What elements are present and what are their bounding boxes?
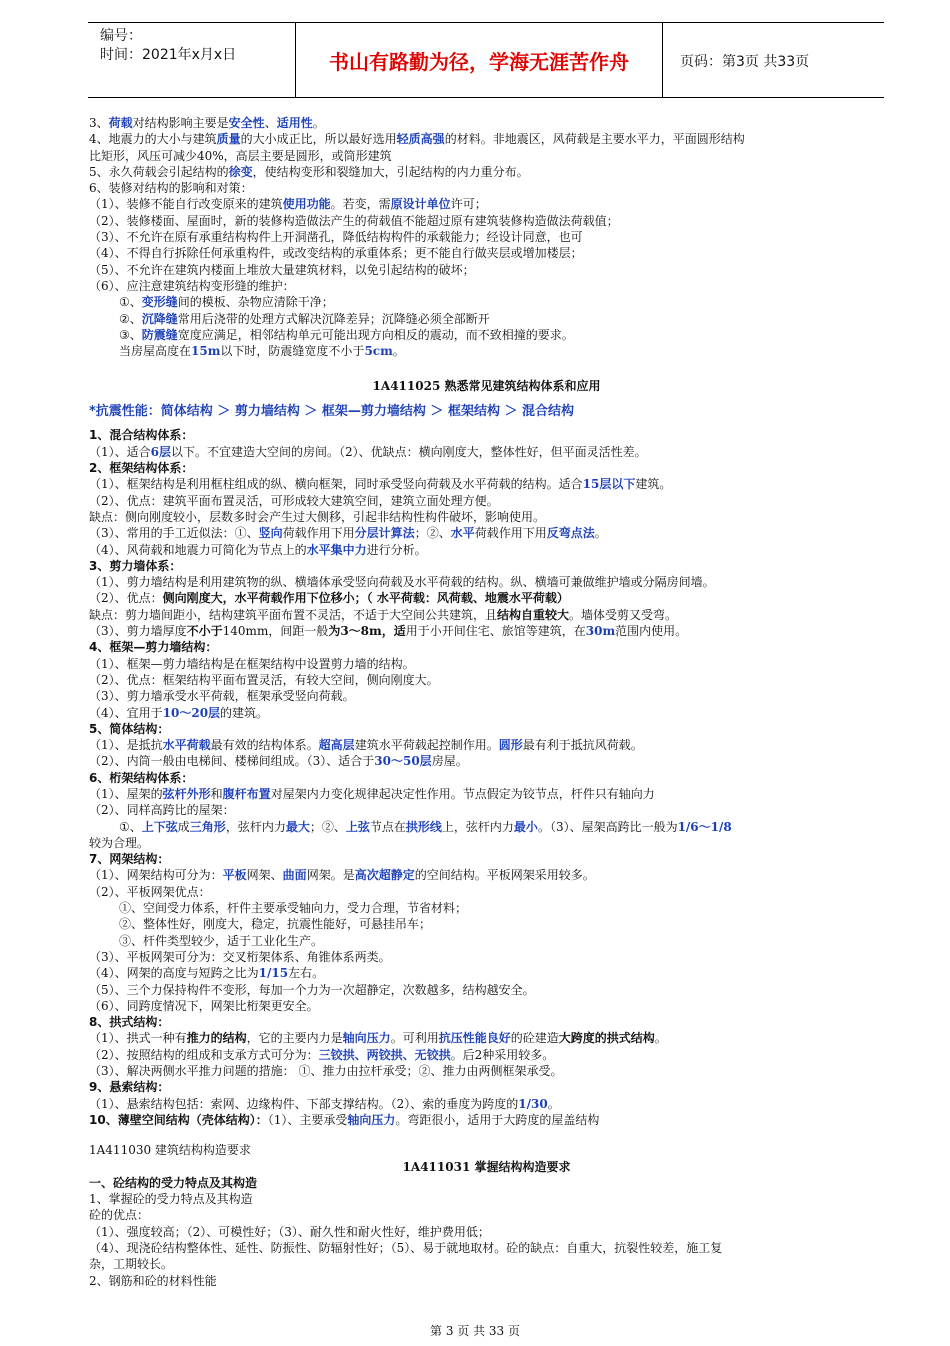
paragraph: 6、装修对结构的影响和对策： [89,181,253,196]
paragraph: （1）、是抵抗水平荷载最有效的结构体系。超高层建筑水平荷载起控制作用。圆形最有利于抵抗风荷载。 [89,738,643,753]
paragraph: （1）、拱式一种有推力的结构，它的主要内力是轴向压力。可利用抗压性能良好的砼建造大跨度的拱式结构。 [89,1031,667,1046]
seismic-ranking: *抗震性能：简体结构 ＞ 剪力墙结构 ＞ 框架—剪力墙结构 ＞ 框架结构 ＞ 混合结构 [89,404,575,420]
paragraph: （1）、悬索结构包括：索网、边缘构件、下部支撑结构。（2）、索的垂度为跨度的1/30。 [89,1096,560,1111]
paragraph: ①、上下弦成三角形，弦杆内力最大；②、上弦节点在拱形线上，弦杆内力最小。（3）、屋架高跨比一般为1/6～1/8 [119,819,732,834]
paragraph: 3、荷载对结构影响主要是安全性、适用性。 [89,116,325,130]
paragraph: （2）、同样高跨比的屋架： [89,803,235,818]
paragraph: 比矩形，风压可减少40%，高层主要是圆形，或筒形建筑 [89,148,392,163]
paragraph: （1）、框架结构是利用框柱组成的纵、横向框架，同时承受竖向荷载及水平荷载的结构。适合15层以下建筑。 [89,477,672,492]
time-label: 时间：2021年x月x日 [100,47,237,63]
paragraph: （3）、不允许在原有承重结构构件上开洞凿孔，降低结构构件的承载能力；经设计同意，也可 [89,230,583,245]
page-footer: 第 3 页 共 33 页 [430,1324,520,1338]
paragraph: （3）、解决两侧水平推力问题的措施： ①、推力由拉杆承受；②、推力由两侧框架承受。 [89,1064,563,1079]
code-label: 编号： [100,28,142,44]
paragraph: （2）、优点：框架结构平面布置灵活，有较大空间，侧向刚度大。 [89,672,439,687]
paragraph: 当房屋高度在15m以下时，防震缝宽度不小于5cm。 [119,344,405,359]
paragraph: （1）、网架结构可分为：平板网架、曲面网架。是高次超静定的空间结构。平板网架采用较多。 [89,868,595,883]
section-heading: 6、桁架结构体系： [89,770,194,785]
section-title: 1A411031 掌握结构构造要求 [402,1159,571,1174]
paragraph: （2）、优点：建筑平面布置灵活，可形成较大建筑空间，建筑立面处理方便。 [89,493,499,508]
header-page-label: 页码：第3页 共33页 [680,54,810,70]
section-heading: 1、混合结构体系： [89,428,194,443]
header-meta [100,27,236,65]
paragraph: 砼的优点： [89,1208,150,1223]
paragraph: （1）、框架—剪力墙结构是在框架结构中设置剪力墙的结构。 [89,656,415,671]
paragraph: ①、变形缝间的模板、杂物应清除干净； [119,295,334,310]
paragraph: （1）、剪力墙结构是利用建筑物的纵、横墙体承受竖向荷载及水平荷载的结构。纵、横墙可兼做维护墙或分隔房间墙。 [89,575,715,590]
paragraph: 杂，工期较长。 [89,1257,174,1272]
paragraph: （3）、剪力墙承受水平荷载，框架承受竖向荷载。 [89,689,355,704]
paragraph: 缺点：剪力墙间距小，结构建筑平面布置不灵活，不适于大空间公共建筑，且结构自重较大。墙体受剪又受弯。 [89,607,678,622]
section-heading: 9、悬索结构： [89,1080,170,1095]
paragraph: （2）、装修楼面、屋面时，新的装修构造做法产生的荷载值不能超过原有建筑装修构造做法荷载值； [89,213,619,228]
paragraph: （5）、三个力保持构件不变形，每加一个力为一次超静定，次数越多，结构越安全。 [89,982,535,997]
paragraph: （1）、适合6层以下。不宜建造大空间的房间。（2）、优缺点：横向刚度大，整体性好，但平面灵活性差。 [89,444,647,459]
section-heading: 5、简体结构： [89,721,170,736]
paragraph: （6）、应注意建筑结构变形缝的维护： [89,278,295,293]
paragraph: （2）、按照结构的组成和支承方式可分为：三铰拱、两铰拱、无铰拱。后2种采用较多。 [89,1047,555,1062]
paragraph: （1）、装修不能自行改变原来的建筑使用功能。若变，需原设计单位许可； [89,197,487,212]
page-header [88,22,884,98]
section-heading: 4、框架—剪力墙结构： [89,640,218,655]
paragraph: （4）、网架的高度与短跨之比为1/15左右。 [89,966,325,981]
paragraph: 10、薄壁空间结构（壳体结构）：（1）、主要承受轴向压力。弯距很小，适用于大跨度的屋盖结构 [89,1112,600,1127]
section-heading: 7、网架结构： [89,852,170,867]
paragraph: 4、地震力的大小与建筑质量的大小成正比，所以最好选用轻质高强的材料。非地震区，风荷载是主要水平力，平面圆形结构 [89,132,745,147]
paragraph: （4）、风荷载和地震力可简化为节点上的水平集中力进行分析。 [89,542,427,557]
paragraph: （5）、不允许在建筑内楼面上堆放大量建筑材料，以免引起结构的破坏； [89,262,475,277]
paragraph: ③、杆件类型较少，适于工业化生产。 [119,933,324,948]
paragraph: 缺点：侧向刚度较小，层数多时会产生过大侧移，引起非结构性构件破坏，影响使用。 [89,509,546,524]
paragraph: （3）、剪力墙厚度不小于140mm，间距一般为3～8m，适用于小开间住宅、旅馆等建筑，在30m范围内使用。 [89,624,688,639]
section-heading: 3、剪力墙体系： [89,558,182,573]
paragraph: （6）、同跨度情况下，网架比桁架更安全。 [89,998,319,1013]
paragraph: （2）、优点：侧向刚度大，水平荷载作用下位移小；（ 水平荷载：风荷载、地震水平荷载） [89,591,569,606]
paragraph: ②、沉降缝常用后浇带的处理方式解决沉降差异；沉降缝必须全部断开 [119,311,490,326]
paragraph: （3）、平板网架可分为：交叉桁架体系、角锥体系两类。 [89,949,391,964]
paragraph: （1）、强度较高；（2）、可模性好；（3）、耐久性和耐火性好，维护费用低； [89,1224,490,1239]
paragraph: ①、空间受力体系，杆件主要承受轴向力，受力合理，节省材料； [119,901,468,916]
paragraph: （3）、常用的手工近似法：①、竖向荷载作用下用分层计算法；②、水平荷载作用下用反弯点法。 [89,526,607,541]
header-motto: 书山有路勤为径，学海无涯苦作舟 [295,23,663,97]
paragraph: 较为合理。 [89,835,150,850]
paragraph: 5、永久荷载会引起结构的徐变，使结构变形和裂缝加大，引起结构的内力重分布。 [89,164,529,179]
section-title: 1A411025 熟悉常见建筑结构体系和应用 [372,379,601,394]
section-title: 1A411030 建筑结构构造要求 [89,1143,251,1158]
paragraph: （4）、宜用于10～20层的建筑。 [89,705,269,720]
paragraph: 1、掌握砼的受力特点及其构造 [89,1192,253,1207]
paragraph: ③、防震缝宽度应满足，相邻结构单元可能出现方向相反的震动，而不致相撞的要求。 [119,327,574,342]
paragraph: ②、整体性好，刚度大，稳定，抗震性能好，可悬挂吊车； [119,917,432,932]
section-heading: 一、砼结构的受力特点及其构造 [89,1175,258,1190]
document-body [89,115,884,1289]
section-heading: 8、拱式结构： [89,1015,170,1030]
paragraph: 2、钢筋和砼的材料性能 [89,1273,217,1288]
paragraph: （1）、屋架的弦杆外形和腹杆布置对屋架内力变化规律起决定性作用。节点假定为铰节点，杆件只有轴向力 [89,786,655,801]
paragraph: （4）、不得自行拆除任何承重构件，或改变结构的承重体系；更不能自行做夹层或增加楼层； [89,246,583,261]
paragraph: （4）、现浇砼结构整体性、延性、防振性、防辐射性好；（5）、易于就地取材。砼的缺点：自重大，抗裂性较差，施工复 [89,1241,723,1255]
paragraph: （2）、平板网架优点： [89,884,211,899]
section-heading: 2、框架结构体系： [89,461,194,476]
paragraph: （2）、内筒一般由电梯间、楼梯间组成。（3）、适合于30～50层房屋。 [89,754,468,769]
